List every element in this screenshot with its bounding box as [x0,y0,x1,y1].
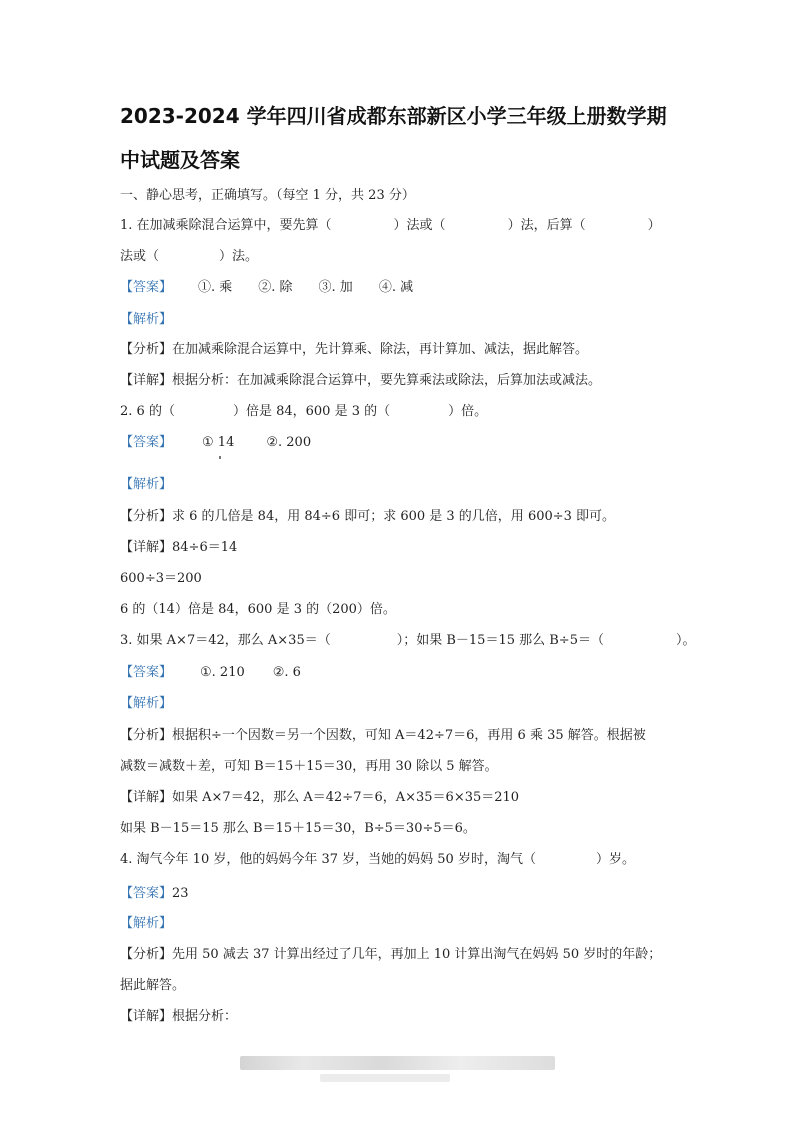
q1-xiangjie-text: 根据分析：在加减乘除混合运算中，要先算乘法或除法，后算加法或减法。 [172,373,602,388]
q4-fenxi-text-1: 先用 50 减去 37 计算出经过了几年，再加上 10 计算出淘气在妈妈 50 岁时的年龄； [172,947,662,962]
q1-text-a: 1. 在加减乘除混合运算中，要先算（ [120,218,332,233]
question-3 [120,632,696,650]
document-title-line-1: 2023-2024 学年四川省成都东部新区小学三年级上册数学期 [120,104,667,128]
xiangjie-tag: 【详解】 [120,540,173,555]
q2-conclusion: 6 的（14）倍是 84，600 是 3 的（200）倍。 [120,602,396,617]
q1-answer-2: ②. 除 [258,280,293,295]
q1-answer-4: ④. 减 [378,280,414,295]
q3-fenxi-line-1 [120,727,680,745]
answer-tag: 【答案】 [120,280,173,295]
q2-calc-2: 600÷3＝200 [120,571,202,586]
q1-fenxi [120,341,680,359]
blurred-footer-watermark-2 [320,1074,450,1082]
q3-answer-2: ②. 6 [272,665,301,680]
question-1-line-2 [120,248,680,266]
q1-answer-1: ①. 乘 [198,280,233,295]
q3-answer-1: ①. 210 [200,665,245,680]
q1-text-c: ）法，后算（ [507,218,586,233]
q2-xiangjie-text: 84÷6＝14 [172,540,238,555]
answer-tag: 【答案】 [120,886,173,901]
fenxi-tag: 【分析】 [120,947,173,962]
answer-tag: 【答案】 [120,665,173,680]
section-1-heading: 一、静心思考，正确填写。（每空 1 分，共 23 分） [120,188,415,203]
q1-answer [120,279,680,297]
q3-xiangjie-line-2: 如果 B－15＝15 那么 B＝15＋15＝30，B÷5＝30÷5＝6。 [120,821,476,836]
q1-text-d: ） [647,218,661,233]
q3-text-b: ）；如果 B－15＝15 那么 B÷5＝（ [396,633,604,648]
q4-answer-value: 23 [172,886,189,901]
q4-fenxi-line-2: 据此解答。 [120,978,186,993]
scan-speck [219,456,221,459]
question-1-line-1 [120,217,680,235]
q3-fenxi-text-1: 根据积÷一个因数＝另一个因数，可知 A＝42÷7＝6，再用 6 乘 35 解答。根据被 [172,728,646,743]
answer-tag: 【答案】 [120,435,173,450]
q2-answer [120,434,680,452]
fenxi-tag: 【分析】 [120,728,173,743]
q1-xiangjie [120,372,680,390]
q3-answer [120,664,680,682]
xiangjie-tag: 【详解】 [120,790,173,805]
fenxi-tag: 【分析】 [120,342,173,357]
q4-fenxi-line-1 [120,946,680,964]
q4-answer [120,885,680,903]
q2-text-a: 2. 6 的（ [120,404,175,419]
q4-text-b: ）岁。 [595,852,635,867]
question-2 [120,403,680,421]
q3-fenxi-line-2: 减数＝减数＋差，可知 B＝15＋15＝30，再用 30 除以 5 解答。 [120,759,498,774]
q2-answer-1: ① 14 [202,435,235,450]
fenxi-tag: 【分析】 [120,509,173,524]
xiangjie-tag: 【详解】 [120,373,173,388]
blurred-footer-watermark [240,1056,555,1070]
q4-text-a: 4. 淘气今年 10 岁，他的妈妈今年 37 岁，当她的妈妈 50 岁时，淘气（ [120,852,536,867]
q2-xiangjie [120,539,680,557]
q2-text-b: ）倍是 84，600 是 3 的（ [232,404,391,419]
q1-answer-3: ③. 加 [318,280,353,295]
q3-text-c: ）。 [675,633,696,648]
q1-fenxi-text: 在加减乘除混合运算中，先计算乘、除法，再计算加、减法，据此解答。 [172,342,589,357]
q4-jiexi-tag: 【解析】 [120,916,173,931]
q2-fenxi [120,508,680,526]
question-4 [120,851,680,869]
q2-text-c: ）倍。 [448,404,488,419]
q1-jiexi-tag: 【解析】 [120,312,173,327]
q4-xiangjie-text: 根据分析： [172,1009,238,1024]
q1-text-b: ）法或（ [393,218,446,233]
q3-jiexi-tag: 【解析】 [120,696,173,711]
document-title-line-2: 中试题及答案 [120,148,240,172]
q3-xiangjie [120,789,680,807]
q1-text-e: 法或（ [120,249,160,264]
q3-text-a: 3. 如果 A×7＝42，那么 A×35＝（ [120,633,331,648]
q2-answer-2: ②. 200 [266,435,312,450]
q1-text-f: ）法。 [219,249,259,264]
xiangjie-tag: 【详解】 [120,1009,173,1024]
q2-jiexi-tag: 【解析】 [120,477,173,492]
q4-xiangjie [120,1008,680,1026]
q3-xiangjie-text: 如果 A×7＝42，那么 A＝42÷7＝6，A×35＝6×35＝210 [172,790,520,805]
q2-fenxi-text: 求 6 的几倍是 84，用 84÷6 即可；求 600 是 3 的几倍，用 600÷3 即可。 [172,509,616,524]
